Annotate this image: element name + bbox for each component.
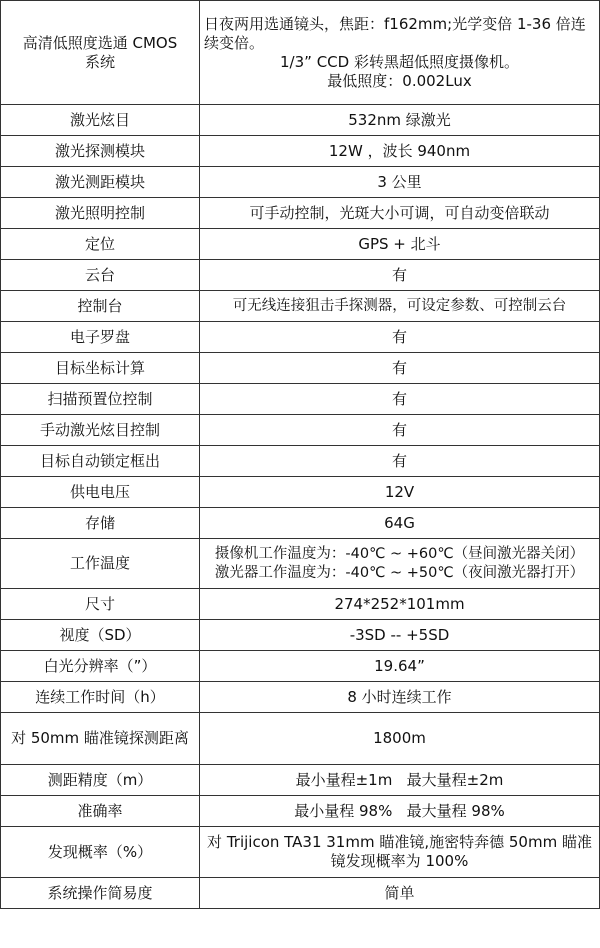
row-value: 简单 — [200, 878, 600, 909]
table-row — [1, 878, 600, 909]
table-row — [1, 827, 600, 878]
row-label: 控制台 — [1, 291, 200, 322]
row-value: 有 — [200, 322, 600, 353]
table-row — [1, 198, 600, 229]
row-value: 有 — [200, 446, 600, 477]
row-value: 最小量程 98% 最大量程 98% — [200, 796, 600, 827]
table-row — [1, 322, 600, 353]
table-row — [1, 384, 600, 415]
row-value: GPS + 北斗 — [200, 229, 600, 260]
row-label: 测距精度（m） — [1, 765, 200, 796]
row-value: 8 小时连续工作 — [200, 682, 600, 713]
row-value: 有 — [200, 384, 600, 415]
table-row — [1, 167, 600, 198]
row-value: 可手动控制，光斑大小可调，可自动变倍联动 — [200, 198, 600, 229]
table-row — [1, 620, 600, 651]
table-row — [1, 682, 600, 713]
row-label: 连续工作时间（h） — [1, 682, 200, 713]
table-row — [1, 291, 600, 322]
row-label: 电子罗盘 — [1, 322, 200, 353]
row-label: 准确率 — [1, 796, 200, 827]
row-label: 目标自动锁定框出 — [1, 446, 200, 477]
row-value: 对 Trijicon TA31 31mm 瞄准镜,施密特奔德 50mm 瞄准镜发现概率为 100% — [200, 827, 600, 878]
row-label: 对 50mm 瞄准镜探测距离 — [1, 713, 200, 765]
row-label: 高清低照度选通 CMOS 系统 — [1, 1, 200, 105]
table-row — [1, 508, 600, 539]
row-label: 定位 — [1, 229, 200, 260]
row-value: 有 — [200, 353, 600, 384]
row-label: 尺寸 — [1, 589, 200, 620]
row-value: 最小量程±1m 最大量程±2m — [200, 765, 600, 796]
table-row — [1, 105, 600, 136]
table-row — [1, 415, 600, 446]
table-row — [1, 229, 600, 260]
table-row — [1, 713, 600, 765]
row-value — [200, 1, 600, 105]
value-line: 摄像机工作温度为：-40℃ ~ +60℃（昼间激光器关闭） — [214, 545, 585, 562]
value-line: 1/3” CCD 彩转黑超低照度摄像机。 — [280, 52, 519, 71]
row-label: 供电电压 — [1, 477, 200, 508]
table-row — [1, 651, 600, 682]
table-row — [1, 477, 600, 508]
row-value — [200, 539, 600, 589]
row-label: 扫描预置位控制 — [1, 384, 200, 415]
row-value: 12V — [200, 477, 600, 508]
row-value: 12W ，波长 940nm — [200, 136, 600, 167]
row-label: 目标坐标计算 — [1, 353, 200, 384]
row-value: 有 — [200, 260, 600, 291]
table-row — [1, 136, 600, 167]
table-row — [1, 765, 600, 796]
row-label: 激光照明控制 — [1, 198, 200, 229]
row-label: 激光探测模块 — [1, 136, 200, 167]
table-row — [1, 1, 600, 105]
row-label: 白光分辨率（”） — [1, 651, 200, 682]
row-label: 激光测距模块 — [1, 167, 200, 198]
row-label: 激光炫目 — [1, 105, 200, 136]
table-row — [1, 446, 600, 477]
row-value: 可无线连接狙击手探测器，可设定参数、可控制云台 — [200, 291, 600, 322]
row-label: 存储 — [1, 508, 200, 539]
table-row — [1, 589, 600, 620]
row-value: 532nm 绿激光 — [200, 105, 600, 136]
row-value: 19.64” — [200, 651, 600, 682]
row-value: -3SD -- +5SD — [200, 620, 600, 651]
row-value: 3 公里 — [200, 167, 600, 198]
row-value: 有 — [200, 415, 600, 446]
row-label: 视度（SD） — [1, 620, 200, 651]
row-value: 1800m — [200, 713, 600, 765]
table-row — [1, 796, 600, 827]
table-row — [1, 539, 600, 589]
row-label: 云台 — [1, 260, 200, 291]
row-value: 274*252*101mm — [200, 589, 600, 620]
row-value: 64G — [200, 508, 600, 539]
value-line: 激光器工作温度为：-40℃ ~ +50℃（夜间激光器打开） — [214, 564, 585, 581]
table-row — [1, 260, 600, 291]
row-label: 发现概率（%） — [1, 827, 200, 878]
row-label: 工作温度 — [1, 539, 200, 589]
row-label: 手动激光炫目控制 — [1, 415, 200, 446]
value-line: 日夜两用选通镜头，焦距：f162mm;光学变倍 1-36 倍连续变倍。 — [204, 14, 586, 52]
table-row — [1, 353, 600, 384]
value-line: 最低照度：0.002Lux — [327, 71, 472, 90]
row-label: 系统操作简易度 — [1, 878, 200, 909]
